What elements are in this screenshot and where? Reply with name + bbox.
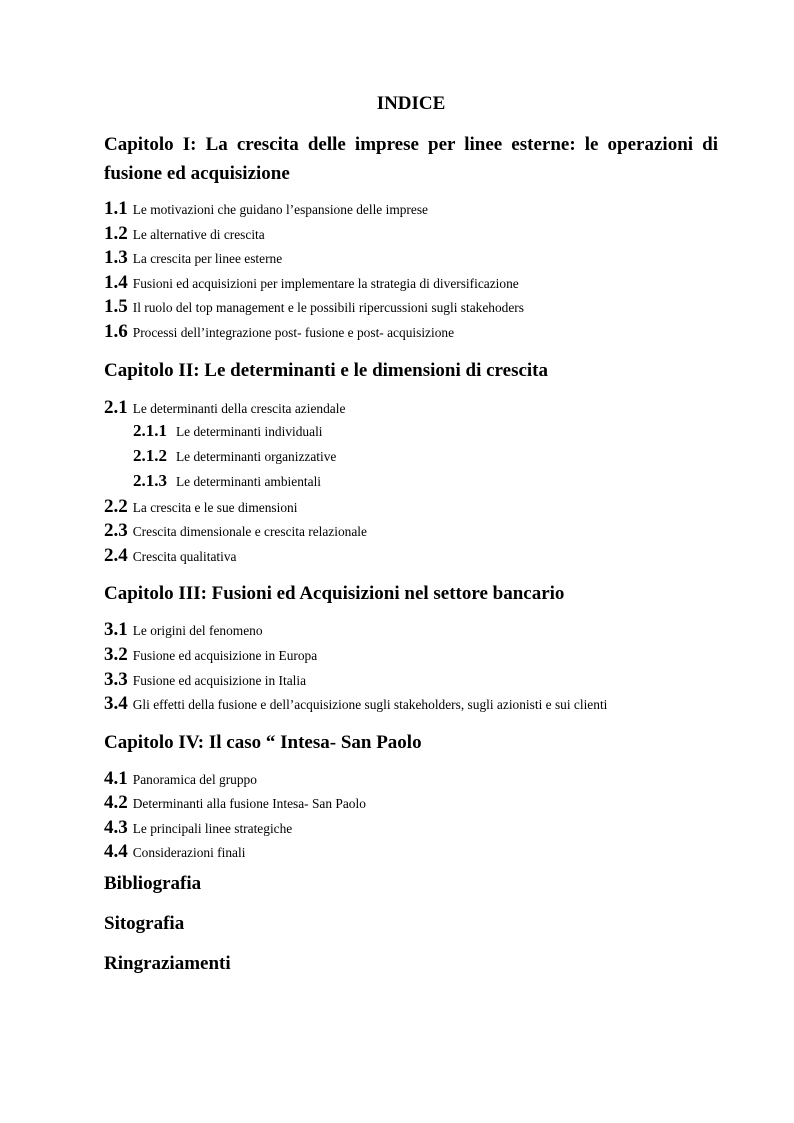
sitography-heading: Sitografia: [104, 913, 185, 935]
toc-entry-2-1-3: [104, 471, 718, 496]
toc-entry-3-2: [104, 644, 718, 669]
entry-text: Le alternative di crescita: [132, 226, 265, 242]
toc-entry-3-4: [104, 693, 718, 718]
entry-text: La crescita per linee esterne: [132, 251, 283, 267]
chapter-4-title: Capitolo IV: Il caso “ Intesa- San Paolo: [104, 731, 422, 753]
entry-text: La crescita e le sue dimensioni: [132, 499, 298, 515]
entry-text: Considerazioni finali: [132, 845, 246, 861]
entry-number: 2.1.1: [133, 421, 167, 441]
toc-entry-4-3: [104, 817, 718, 842]
entry-text: Crescita qualitativa: [132, 548, 237, 564]
entry-text: Fusioni ed acquisizioni per implementare la strategia di diversificazione: [132, 275, 519, 291]
toc-entry-1-1: [104, 198, 718, 223]
chapter-2-title: Capitolo II: Le determinanti e le dimensioni di crescita: [104, 359, 549, 381]
entry-number: 3.4: [104, 693, 128, 715]
entry-text: Fusione ed acquisizione in Europa: [132, 647, 318, 663]
toc-entry-3-3: [104, 669, 718, 694]
chapter-1-title: Capitolo I: La crescita delle imprese per linee esterne: le operazioni di fusione ed acquisizione: [104, 134, 718, 184]
entry-number: 1.2: [104, 222, 128, 244]
toc-entry-4-1: [104, 768, 718, 793]
entry-text: Fusione ed acquisizione in Italia: [132, 672, 307, 688]
entry-number: 2.1: [104, 396, 128, 418]
toc-entry-1-3: [104, 247, 718, 272]
toc-entry-3-1: [104, 619, 718, 644]
entry-text: Crescita dimensionale e crescita relazionale: [132, 524, 367, 540]
chapter-4-entries: [104, 768, 718, 866]
entry-number: 2.1.2: [133, 445, 167, 465]
entry-text: Determinanti alla fusione Intesa- San Paolo: [132, 796, 366, 812]
chapter-3-title: Capitolo III: Fusioni ed Acquisizioni nel settore bancario: [104, 583, 565, 605]
entry-number: 3.2: [104, 643, 128, 665]
entry-text: Le determinanti della crescita aziendale: [132, 400, 346, 416]
toc-entry-4-2: [104, 792, 718, 817]
entry-text: Le motivazioni che guidano l’espansione delle imprese: [132, 202, 428, 217]
entry-number: 1.1: [104, 198, 128, 219]
entry-number: 1.3: [104, 247, 128, 269]
acknowledgements-heading: Ringraziamenti: [104, 953, 231, 975]
chapter-2-entries: [104, 397, 718, 570]
toc-entry-1-6: [104, 321, 718, 346]
entry-text: Le determinanti organizzative: [176, 448, 337, 464]
entry-number: 3.3: [104, 668, 128, 690]
entry-number: 4.1: [104, 767, 128, 789]
entry-text: Processi dell’integrazione post- fusione e post- acquisizione: [132, 324, 455, 340]
entry-number: 2.3: [104, 520, 128, 542]
entry-number: 4.3: [104, 816, 128, 838]
toc-entry-1-4: [104, 272, 718, 297]
entry-number: 1.4: [104, 271, 128, 293]
entry-number: 4.2: [104, 792, 128, 814]
toc-entry-2-1-2: [104, 446, 718, 471]
toc-entry-2-2: [104, 496, 718, 521]
entry-text: Le determinanti ambientali: [176, 473, 322, 489]
toc-entry-2-1: [104, 397, 718, 422]
toc-entry-1-5: [104, 296, 718, 321]
entry-number: 1.6: [104, 320, 128, 342]
chapter-3-entries: [104, 619, 718, 717]
bibliography-heading: Bibliografia: [104, 873, 202, 895]
entry-text: Le origini del fenomeno: [132, 623, 263, 639]
entry-text: Gli effetti della fusione e dell’acquisizione sugli stakeholders, sugli azionisti e sui clienti: [132, 697, 608, 713]
entry-text: Il ruolo del top management e le possibili ripercussioni sugli stakehoders: [132, 300, 524, 316]
toc-entry-2-4: [104, 545, 718, 570]
toc-entry-2-1-1: [104, 421, 718, 446]
entry-number: 1.5: [104, 296, 128, 318]
toc-entry-2-3: [104, 520, 718, 545]
entry-text: Panoramica del gruppo: [132, 771, 257, 787]
entry-number: 3.1: [104, 619, 128, 641]
entry-number: 2.4: [104, 544, 128, 566]
toc-entry-4-4: [104, 841, 718, 866]
table-of-contents: [104, 92, 718, 992]
entry-number: 4.4: [104, 841, 128, 863]
chapter-1-entries: [104, 198, 718, 346]
entry-text: Le determinanti individuali: [176, 424, 323, 440]
toc-entry-1-2: [104, 223, 718, 248]
entry-number: 2.1.3: [133, 470, 167, 490]
index-title: INDICE: [376, 93, 446, 114]
entry-text: Le principali linee strategiche: [132, 820, 293, 836]
entry-number: 2.2: [104, 495, 128, 517]
